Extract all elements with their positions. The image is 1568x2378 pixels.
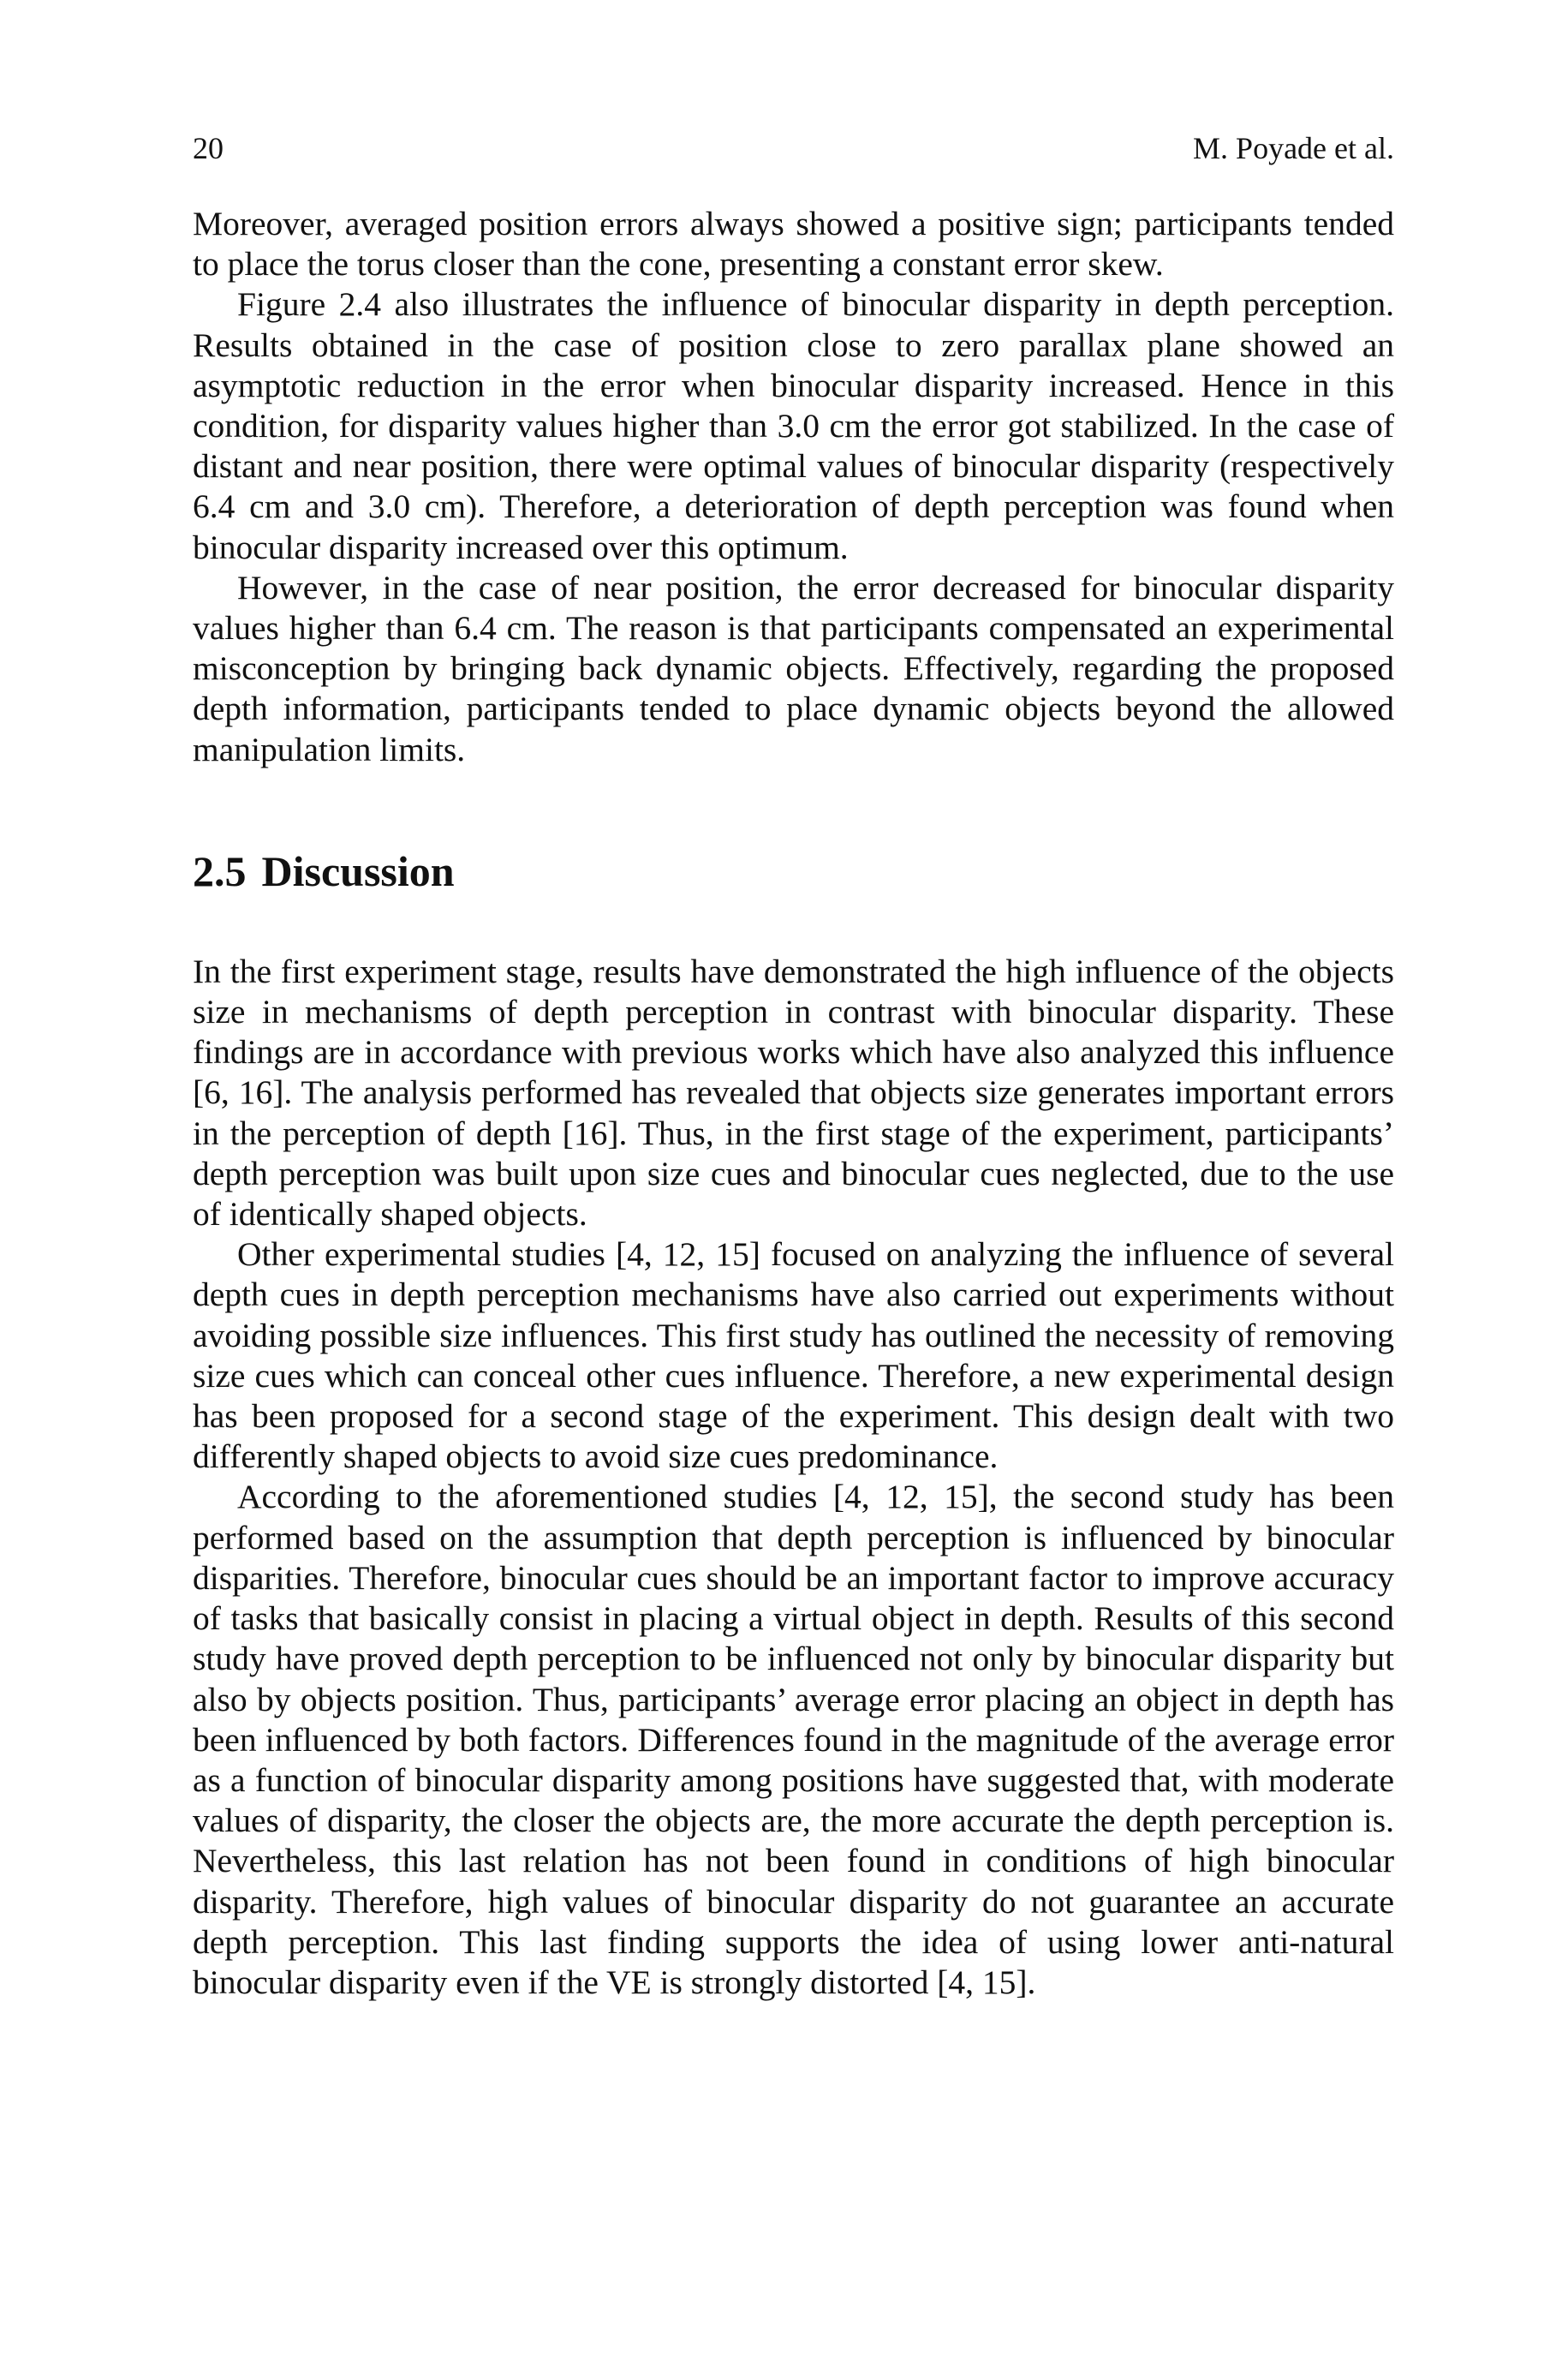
paragraph-other-studies: Other experimental studies [4, 12, 15] focused on analyzing the influence of several depth cues in depth perception mechanisms have also carried out experiments without avoiding possible size influences. This first study has outlined the necessity of removing size cues which can conceal other cues influence. Therefore, a new experimental design has been proposed for a second stage of the experiment. This design dealt with two differently shaped objects to avoid size cues predominance.: [193, 1235, 1394, 1476]
paragraph-first-stage: In the first experiment stage, results have demonstrated the high influence of the objects size in mechanisms of depth perception in contrast with binocular disparity. These findings are in accordance with previous works which have also analyzed this influence [6, 16]. The analysis performed has revealed that objects size generates important errors in the perception of depth [16]. Thus, in the first stage of the experiment, participants’ depth perception was built upon size cues and binocular cues neglected, due to the use of identically shaped objects.: [193, 952, 1394, 1234]
running-author: M. Poyade et al.: [1193, 131, 1394, 165]
section-title: Discussion: [261, 846, 455, 895]
section-heading: [193, 845, 1394, 897]
paragraph-second-study: According to the aforementioned studies [4, 12, 15], the second study has been performed based on the assumption that depth perception is influenced by binocular disparities. Therefore, binocular cues should be an important factor to improve accuracy of tasks that basically consist in placing a virtual object in depth. Results of this second study have proved depth perception to be influenced not only by binocular disparity but also by objects position. Thus, participants’ average error placing an object in depth has been influenced by both factors. Differences found in the magnitude of the average error as a function of binocular disparity among positions have suggested that, with moderate values of disparity, the closer the objects are, the more accurate the depth perception is. Nevertheless, this last relation has not been found in conditions of high binocular disparity. Therefore, high values of binocular disparity do not guarantee an accurate depth perception. This last finding supports the idea of using lower anti-natural binocular disparity even if the VE is strongly distorted [4, 15].: [193, 1478, 1394, 2001]
running-head: [193, 127, 1394, 170]
body-text: [193, 204, 1394, 2003]
paragraph-binocular-disparity: Figure 2.4 also illustrates the influence of binocular disparity in depth perception. Results obtained in the case of position close to zero parallax plane showed an asymptotic reduction in the error when binocular disparity increased. Hence in this condition, for disparity values higher than 3.0 cm the error got stabilized. In the case of distant and near position, there were optimal values of binocular disparity (respectively 6.4 cm and 3.0 cm). Therefore, a deterioration of depth perception was found when binocular disparity increased over this optimum.: [193, 285, 1394, 566]
page-number: 20: [193, 131, 224, 165]
section-number: 2.5: [193, 846, 247, 895]
paragraph-near-position: However, in the case of near position, the error decreased for binocular disparity values higher than 6.4 cm. The reason is that participants compensated an experimental misconception by bringing back dynamic objects. Effectively, regarding the proposed depth information, participants tended to place dynamic objects beyond the allowed manipulation limits.: [193, 568, 1394, 768]
paragraph-constant-error: Moreover, averaged position errors always showed a positive sign; participants tended to place the torus closer than the cone, presenting a constant error skew.: [193, 205, 1394, 284]
